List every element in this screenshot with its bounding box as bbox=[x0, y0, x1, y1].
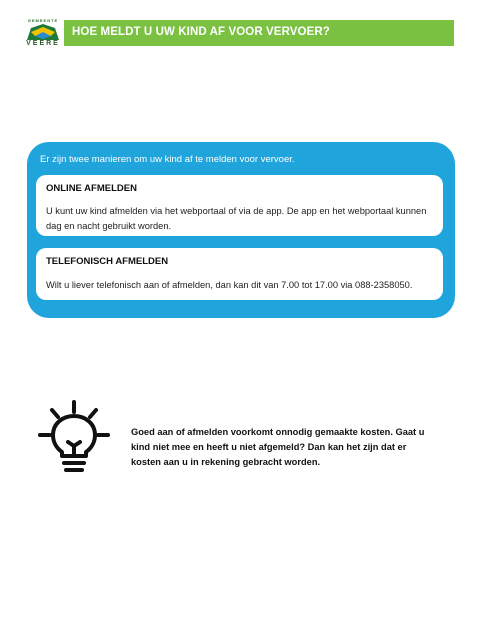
lightbulb-icon bbox=[38, 400, 110, 478]
page-title: HOE MELDT U UW KIND AF VOOR VERVOER? bbox=[72, 26, 330, 38]
online-card-title: ONLINE AFMELDEN bbox=[46, 183, 137, 194]
online-card-body: U kunt uw kind afmelden via het webportaal of via de app. De app en het webportaal kunnen dag en nacht gebruikt worden. bbox=[46, 206, 427, 231]
logo-name: VEERE bbox=[26, 40, 60, 47]
municipality-logo bbox=[24, 18, 62, 48]
phone-card-body: Wilt u liever telefonisch aan of afmelden, dan kan dit van 7.00 tot 17.00 via 088-2358050. bbox=[46, 280, 413, 290]
logo-top-text: GEMEENTE bbox=[27, 18, 59, 23]
phone-card bbox=[36, 248, 443, 300]
phone-card-title: TELEFONISCH AFMELDEN bbox=[46, 256, 169, 267]
header-bar bbox=[64, 20, 454, 46]
tip-text: Goed aan of afmelden voorkomt onnodig gemaakte kosten. Gaat u kind niet mee en heeft u niet afgemeld? Dan kan het zijn dat er kosten aan u in rekening gebracht worden. bbox=[131, 427, 425, 467]
deregistration-info-box bbox=[27, 142, 455, 318]
intro-text: Er zijn twee manieren om uw kind af te melden voor vervoer. bbox=[40, 154, 295, 165]
logo-emblem-icon bbox=[27, 24, 59, 40]
online-card bbox=[36, 175, 443, 236]
